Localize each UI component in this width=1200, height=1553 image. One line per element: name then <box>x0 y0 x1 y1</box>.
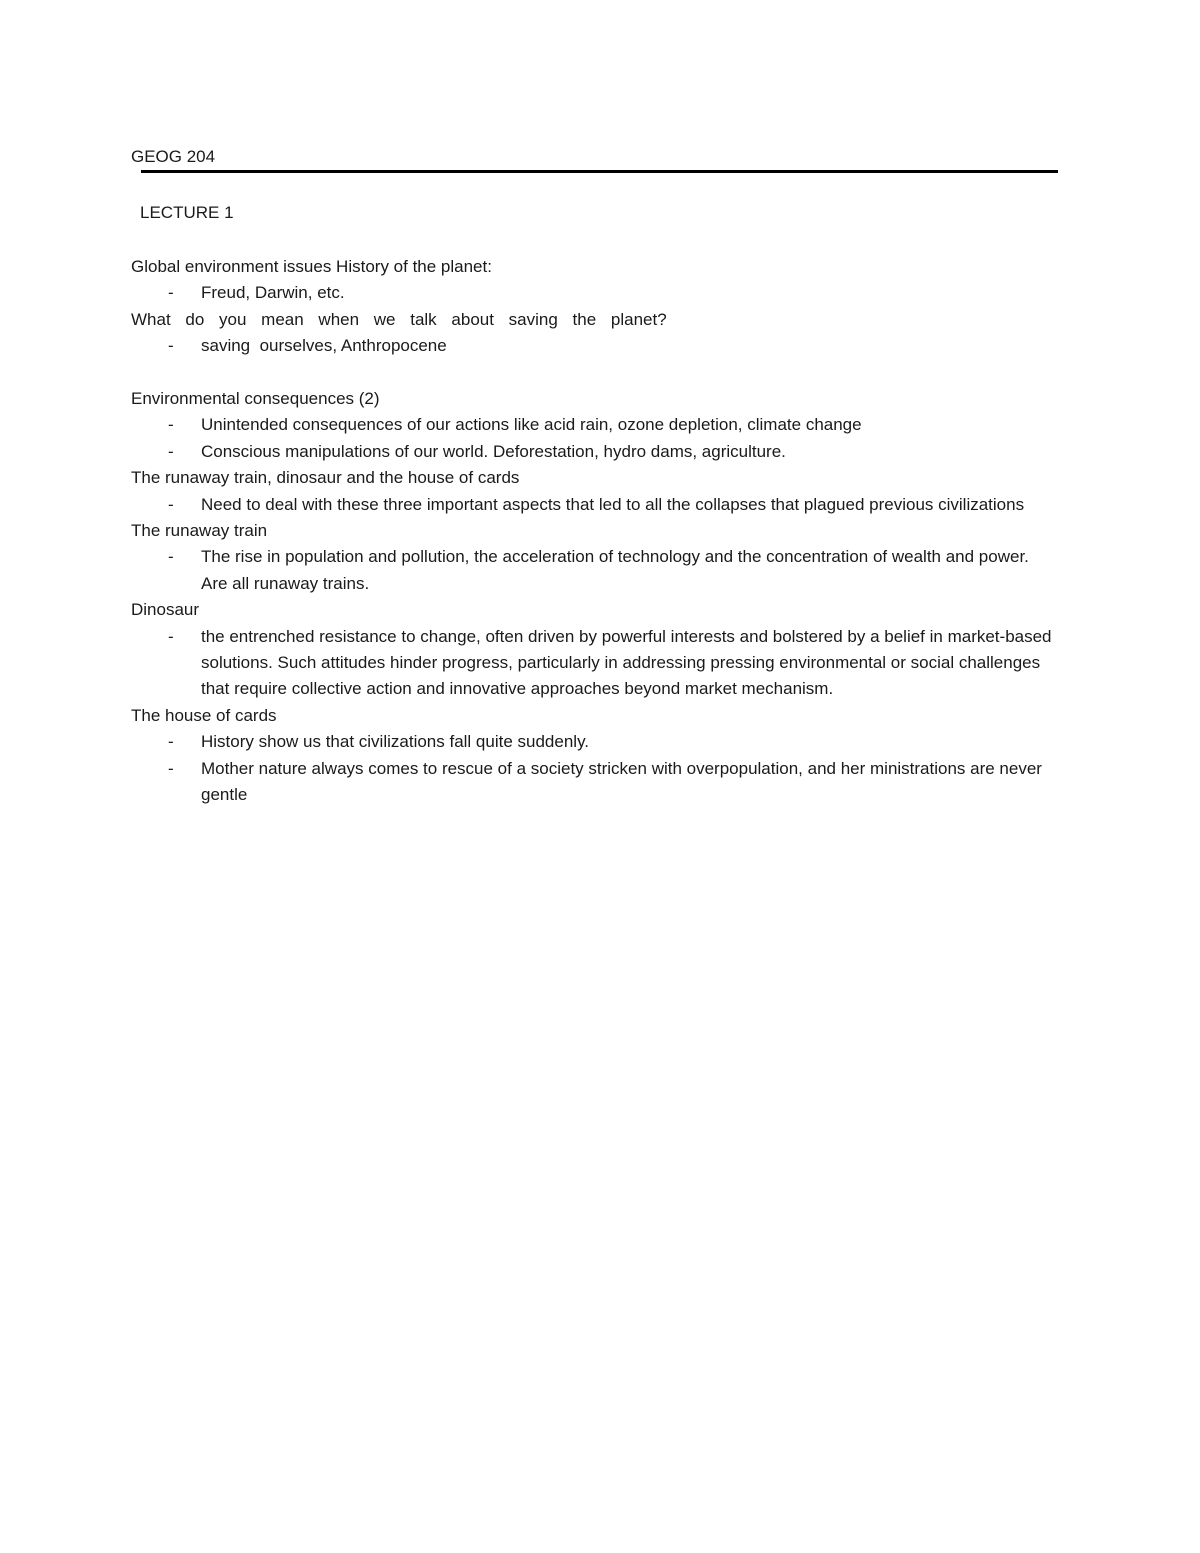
bullet-dash: - <box>168 626 174 646</box>
list-item <box>131 729 1056 755</box>
bullet-text: History show us that civilizations fall quite suddenly. <box>201 732 590 752</box>
paragraph-gap <box>131 360 1056 386</box>
lecture-title: LECTURE 1 <box>140 203 234 222</box>
list-item <box>131 280 1056 306</box>
list-item <box>131 544 1056 597</box>
bullet-dash: - <box>168 283 174 303</box>
bullet-dash: - <box>168 441 174 461</box>
bullet-text: saving ourselves, Anthropocene <box>201 336 447 356</box>
bullet-text: The rise in population and pollution, the acceleration of technology and the concentration of wealth and power. Are all runaway trains. <box>201 547 1029 593</box>
bullet-text: Conscious manipulations of our world. Deforestation, hydro dams, agriculture. <box>201 441 786 461</box>
bullet-dash: - <box>168 494 174 514</box>
header-rule <box>141 170 1058 173</box>
bullet-dash: - <box>168 758 174 778</box>
bullet-text: Freud, Darwin, etc. <box>201 283 345 303</box>
bullet-dash: - <box>168 732 174 752</box>
consequences-heading: Environmental consequences (2) <box>131 389 380 409</box>
list-item <box>131 624 1056 703</box>
dinosaur-heading: Dinosaur <box>131 600 200 620</box>
question-heading: What do you mean when we talk about saving the planet? <box>131 309 667 329</box>
bullet-text: the entrenched resistance to change, often driven by powerful interests and bolstered by a belief in market-based solutions. Such attitudes hinder progress, particularly in addressing pressing environmental or social challenges that require collective action and innovative approaches beyond market mechanism. <box>201 626 1052 699</box>
list-item <box>131 756 1056 809</box>
bullet-dash: - <box>168 415 174 435</box>
list-item <box>131 333 1056 359</box>
bullet-dash: - <box>168 547 174 567</box>
bullet-text: Need to deal with these three important aspects that led to all the collapses that plagued previous civilizations <box>201 494 1025 514</box>
train-heading: The runaway train <box>131 521 268 541</box>
bullet-dash: - <box>168 336 174 356</box>
course-title: GEOG 204 <box>131 147 216 166</box>
bullet-text: Mother nature always comes to rescue of a society stricken with overpopulation, and her ministrations are never gentle <box>201 758 1042 805</box>
lecture-notes <box>131 254 1056 809</box>
list-item <box>131 412 1056 438</box>
intro-heading: Global environment issues History of the planet: <box>131 257 492 276</box>
cards-heading: The house of cards <box>131 705 277 725</box>
aspects-heading: The runaway train, dinosaur and the house of cards <box>131 468 520 488</box>
list-item <box>131 439 1056 465</box>
bullet-text: Unintended consequences of our actions like acid rain, ozone depletion, climate change <box>201 415 862 435</box>
list-item <box>131 492 1056 518</box>
